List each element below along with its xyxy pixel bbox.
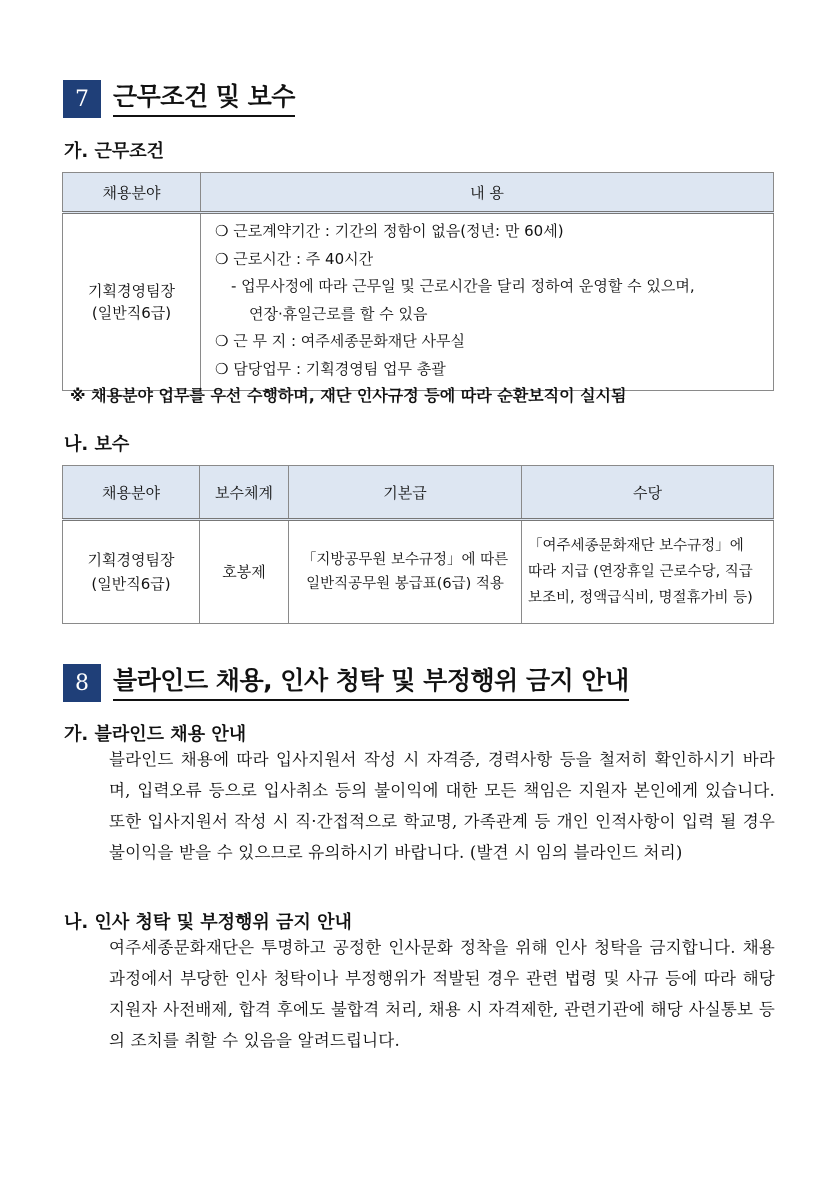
base-pay-line: 일반직공무원 봉급표(6급) 적용 bbox=[306, 576, 504, 592]
subheading-salary: 나. 보수 bbox=[64, 434, 130, 455]
salary-table bbox=[62, 465, 774, 624]
blind-hiring-paragraph: 블라인드 채용에 따라 입사지원서 작성 시 자격증, 경력사항 등을 철저히 확인하시기 바라며, 입력오류 등으로 입사취소 등의 불이익에 대한 모든 책임은 지원자 본인에게 있습니다. 또한 입사지원서 작성 시 직·간접적으로 학교명, 가족관계 등 개인 인적사항이 입력 될 경우 불이익을 받을 수 있으므로 유의하시기 바랍니다. (발견 시 임의 블라인드 처리) bbox=[109, 750, 775, 862]
section-title: 블라인드 채용, 인사 청탁 및 부정행위 금지 안내 bbox=[113, 665, 629, 701]
content-line: ❍ 근 무 지 : 여주세종문화재단 사무실 bbox=[215, 332, 465, 351]
rotation-note: ※ 채용분야 업무를 우선 수행하며, 재단 인사규정 등에 따라 순환보직이 실시됨 bbox=[70, 386, 627, 405]
content-line: ❍ 근로계약기간 : 기간의 정함이 없음(정년: 만 60세) bbox=[215, 222, 564, 240]
section-number: 8 bbox=[63, 664, 101, 702]
table-row bbox=[63, 213, 774, 391]
header-cell: 내 용 bbox=[201, 173, 774, 213]
category-line: 기획경영팀장 bbox=[88, 281, 175, 300]
content-line: - 업무사정에 따라 근무일 및 근로시간을 달리 정하여 운영할 수 있으며, bbox=[231, 277, 695, 296]
subheading-blind-hiring: 가. 블라인드 채용 안내 bbox=[64, 724, 247, 745]
allowance-line: 「여주세종문화재단 보수규정」에 bbox=[528, 538, 744, 554]
header-cell: 보수체계 bbox=[200, 466, 289, 520]
category-line: (일반직6급) bbox=[91, 303, 172, 322]
category-line: 기획경영팀장 bbox=[87, 551, 175, 569]
content-line: ❍ 담당업무 : 기획경영팀 업무 총괄 bbox=[215, 359, 446, 378]
solicitation-ban-paragraph: 여주세종문화재단은 투명하고 공정한 인사문화 정착을 위해 인사 청탁을 금지합니다. 채용과정에서 부당한 인사 청탁이나 부정행위가 적발된 경우 관련 법령 및 사규 등에 따라 해당 지원자 사전배제, 합격 후에도 불합격 처리, 채용 시 자격제한, 관련기관에 해당 사실통보 등의 조치를 취할 수 있음을 알려드립니다. bbox=[109, 938, 775, 1050]
header-cell: 채용분야 bbox=[63, 466, 200, 520]
work-conditions-table bbox=[62, 172, 774, 391]
header-cell: 채용분야 bbox=[63, 173, 201, 213]
base-pay-line: 「지방공무원 보수규정」에 따른 bbox=[301, 552, 509, 568]
pay-system-cell: 호봉제 bbox=[200, 520, 289, 624]
header-cell: 수당 bbox=[522, 466, 774, 520]
allowance-line: 보조비, 정액급식비, 명절휴가비 등) bbox=[528, 590, 753, 606]
subheading-work-conditions: 가. 근무조건 bbox=[64, 141, 165, 162]
subheading-solicitation-ban: 나. 인사 청탁 및 부정행위 금지 안내 bbox=[64, 912, 352, 933]
section-7-heading bbox=[63, 80, 295, 118]
table-row bbox=[63, 520, 774, 624]
section-title: 근무조건 및 보수 bbox=[113, 81, 295, 117]
content-line: 연장·휴일근로를 할 수 있음 bbox=[249, 304, 428, 323]
category-cell bbox=[63, 520, 200, 624]
category-line: (일반직6급) bbox=[91, 575, 171, 593]
base-pay-cell bbox=[289, 520, 522, 624]
category-cell bbox=[63, 213, 201, 391]
header-cell: 기본급 bbox=[289, 466, 522, 520]
section-number: 7 bbox=[63, 80, 101, 118]
table-header-row bbox=[63, 466, 774, 520]
content-cell bbox=[201, 213, 774, 391]
section-8-heading bbox=[63, 664, 629, 702]
allowance-line: 따라 지급 (연장휴일 근로수당, 직급 bbox=[528, 564, 753, 580]
content-line: ❍ 근로시간 : 주 40시간 bbox=[215, 249, 374, 268]
table-header-row bbox=[63, 173, 774, 213]
allowance-cell bbox=[522, 520, 774, 624]
